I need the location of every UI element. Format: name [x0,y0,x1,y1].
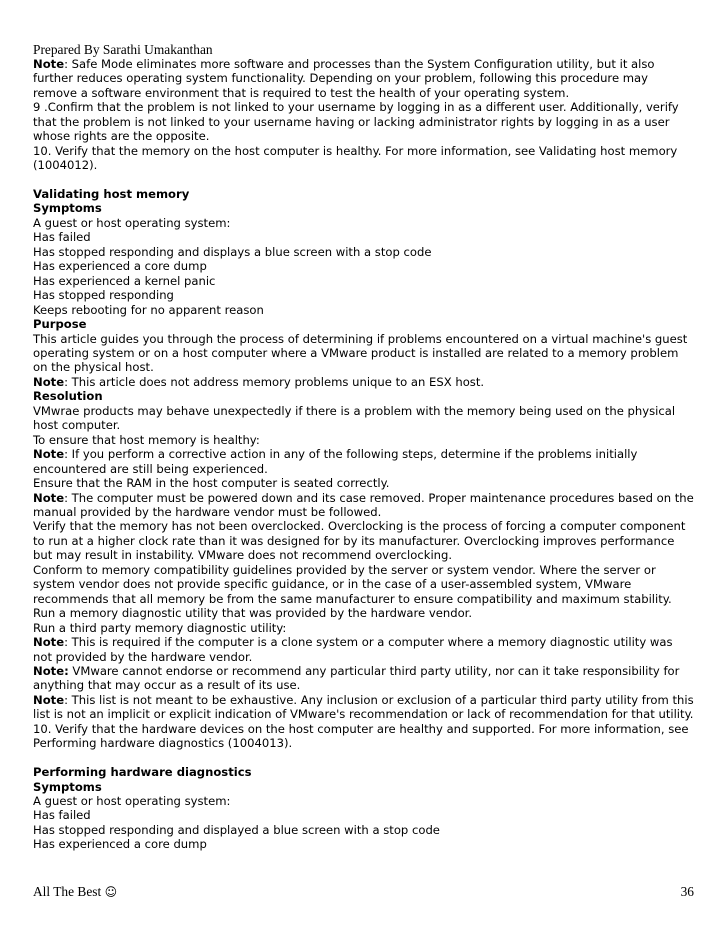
symptom-item: Has failed [33,808,91,823]
step-9-paragraph: 9 .Confirm that the problem is not linked to your username by logging in as a different user. Additionally, verify that the problem is not linked to your username having or lacking administrator rights by logging in as a user whose rights are the opposite. [33,100,679,144]
step-10-paragraph: 10. Verify that the memory on the host computer is healthy. For more information, see Validating host memory (1004012). [33,143,678,173]
symptom-item: Has experienced a kernel panic [33,273,216,288]
resolution-paragraph: To ensure that host memory is healthy: [33,432,260,447]
resolution-note: Note: This is required if the computer is a clone system or a computer where a memory diagnostic utility was not provided by the hardware vendor. [33,635,673,664]
resolution-paragraph: Conform to memory compatibility guidelines provided by the server or system vendor. Where the server or system vendor does not provide specific guidance, or in the case of a user-assembled system, VMware recommends that all memory be from the same manufacturer to ensure compatibility and maximum stability. [33,562,672,606]
resolution-note: Note: The computer must be powered down and its case removed. Proper maintenance procedures based on the manual provided by the hardware vendor must be followed. [33,490,694,519]
page-footer [33,884,694,900]
purpose-note: Note: This article does not address memory problems unique to an ESX host. [33,374,485,389]
resolution-paragraph: Run a third party memory diagnostic utility: [33,620,287,635]
page-number: 36 [680,884,694,899]
symptom-item: Has stopped responding and displays a blue screen with a stop code [33,244,432,259]
resolution-note: Note: VMware cannot endorse or recommend any particular third party utility, nor can it take responsibility for anything that may occur as a result of its use. [33,663,680,693]
resolution-note: Note: If you perform a corrective action in any of the following steps, determine if the problems initially encountered are still being experienced. [33,447,638,476]
resolution-paragraph: Ensure that the RAM in the host computer is seated correctly. [33,476,390,491]
symptom-item: Has stopped responding and displayed a blue screen with a stop code [33,822,440,837]
purpose-text: This article guides you through the process of determining if problems encountered on a virtual machine's guest operating system or on a host computer where a VMware product is installed are related to a memory problem on the physical host. [33,331,688,375]
document-page [33,42,695,852]
symptoms-intro: A guest or host operating system: [33,793,231,808]
prepared-by-header: Prepared By Sarathi Umakanthan [33,42,213,57]
resolution-paragraph: Run a memory diagnostic utility that was provided by the hardware vendor. [33,606,473,621]
resolution-note: Note: This list is not meant to be exhaustive. Any inclusion or exclusion of a particular third party utility from this list is not an implicit or explicit indication of VMware's recommendation or lack of recommendation for that utility. [33,692,694,722]
note-paragraph [33,57,695,100]
step-10-hardware-paragraph: 10. Verify that the hardware devices on the host computer are healthy and supported. For more information, see Performing hardware diagnostics (1004013). [33,721,689,751]
note-label: Note [33,57,65,71]
resolution-paragraph: VMwrae products may behave unexpectedly if there is a problem with the memory being used on the physical host computer. [33,403,676,433]
resolution-paragraph: Verify that the memory has not been overclocked. Overclocking is the process of forcing a computer component to run at a higher clock rate than it was designed for by its manufacturer. Overclocking improves performance but may result in instability. VMware does not recommend overclocking. [33,519,686,563]
footer-left [33,884,117,900]
note-text: : Safe Mode eliminates more software and processes than the System Configuration utility, but it also further reduces operating system functionality. Depending on your problem, following this procedure may remove a software environment that is required to test the health of your operating system. [33,57,655,100]
section-title-performing-hardware-diagnostics: Performing hardware diagnostics [33,765,252,780]
symptoms-intro: A guest or host operating system: [33,215,231,230]
symptom-item: Has experienced a core dump [33,259,207,274]
purpose-heading: Purpose [33,317,87,332]
symptom-item: Has failed [33,230,91,245]
symptoms-heading: Symptoms [33,201,102,216]
document-body [33,57,695,852]
section-title-validating-host-memory: Validating host memory [33,187,190,202]
symptom-item: Has experienced a core dump [33,837,207,852]
resolution-heading: Resolution [33,389,103,404]
symptom-item: Has stopped responding [33,288,174,303]
symptoms-heading: Symptoms [33,779,102,794]
footer-text: All The Best [33,884,102,899]
smiley-icon: ☺ [104,885,118,899]
symptom-item: Keeps rebooting for no apparent reason [33,302,264,317]
